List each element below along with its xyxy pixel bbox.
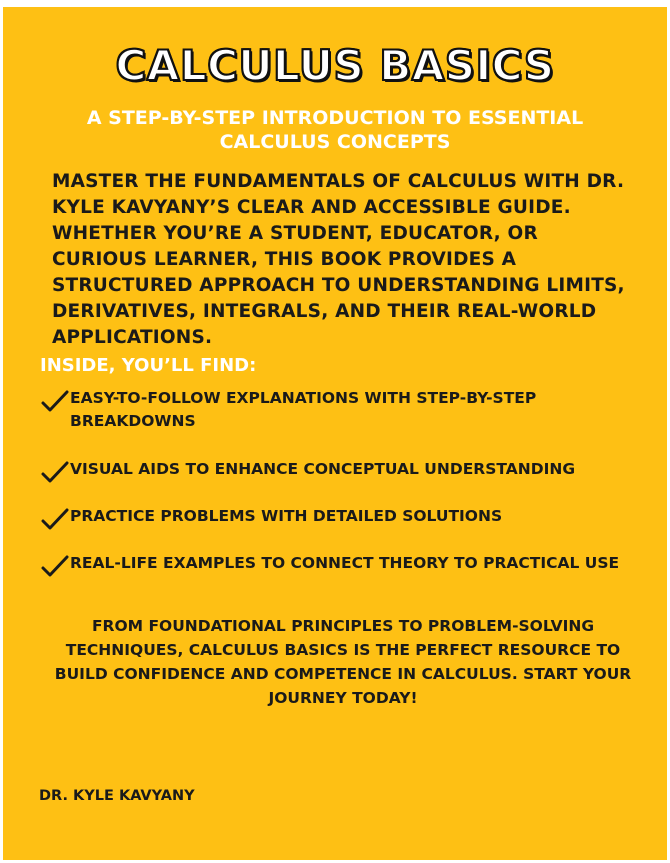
- feature-text: PRACTICE PROBLEMS WITH DETAILED SOLUTIONS: [70, 507, 503, 525]
- checkmark-icon: [40, 554, 70, 578]
- feature-text: EASY-TO-FOLLOW EXPLANATIONS WITH STEP-BY-STEP BREAKDOWNS: [70, 389, 537, 430]
- inside-heading: INSIDE, YOU’LL FIND:: [40, 355, 257, 376]
- feature-item: [40, 458, 640, 484]
- intro-paragraph: MASTER THE FUNDAMENTALS OF CALCULUS WITH DR. KYLE KAVYANY’S CLEAR AND ACCESSIBLE GUIDE. WHETHER YOU’RE A STUDENT, EDUCATOR, OR CURIOUS LEARNER, THIS BOOK PROVIDES A STRUCTURED APPROACH TO UNDERSTANDING LIMITS, DERIVATIVES, INTEGRALS, AND THEIR REAL-WORLD APPLICATIONS.: [52, 171, 625, 348]
- book-title: CALCULUS BASICS: [115, 41, 555, 90]
- book-back-cover: [3, 7, 667, 860]
- feature-text: VISUAL AIDS TO ENHANCE CONCEPTUAL UNDERSTANDING: [70, 460, 576, 478]
- author-name: DR. KYLE KAVYANY: [39, 788, 195, 804]
- checkmark-icon: [40, 460, 70, 484]
- closing-paragraph: FROM FOUNDATIONAL PRINCIPLES TO PROBLEM-SOLVING TECHNIQUES, CALCULUS BASICS IS THE PERFECT RESOURCE TO BUILD CONFIDENCE AND COMPETENCE IN CALCULUS. START YOUR JOURNEY TODAY!: [54, 617, 632, 707]
- checkmark-icon: [40, 507, 70, 531]
- checkmark-icon: [40, 389, 70, 413]
- feature-item: [40, 387, 640, 433]
- feature-item: [40, 552, 640, 578]
- feature-text: REAL-LIFE EXAMPLES TO CONNECT THEORY TO PRACTICAL USE: [70, 554, 620, 572]
- book-subtitle: A STEP-BY-STEP INTRODUCTION TO ESSENTIAL CALCULUS CONCEPTS: [86, 107, 584, 153]
- feature-item: [40, 505, 640, 531]
